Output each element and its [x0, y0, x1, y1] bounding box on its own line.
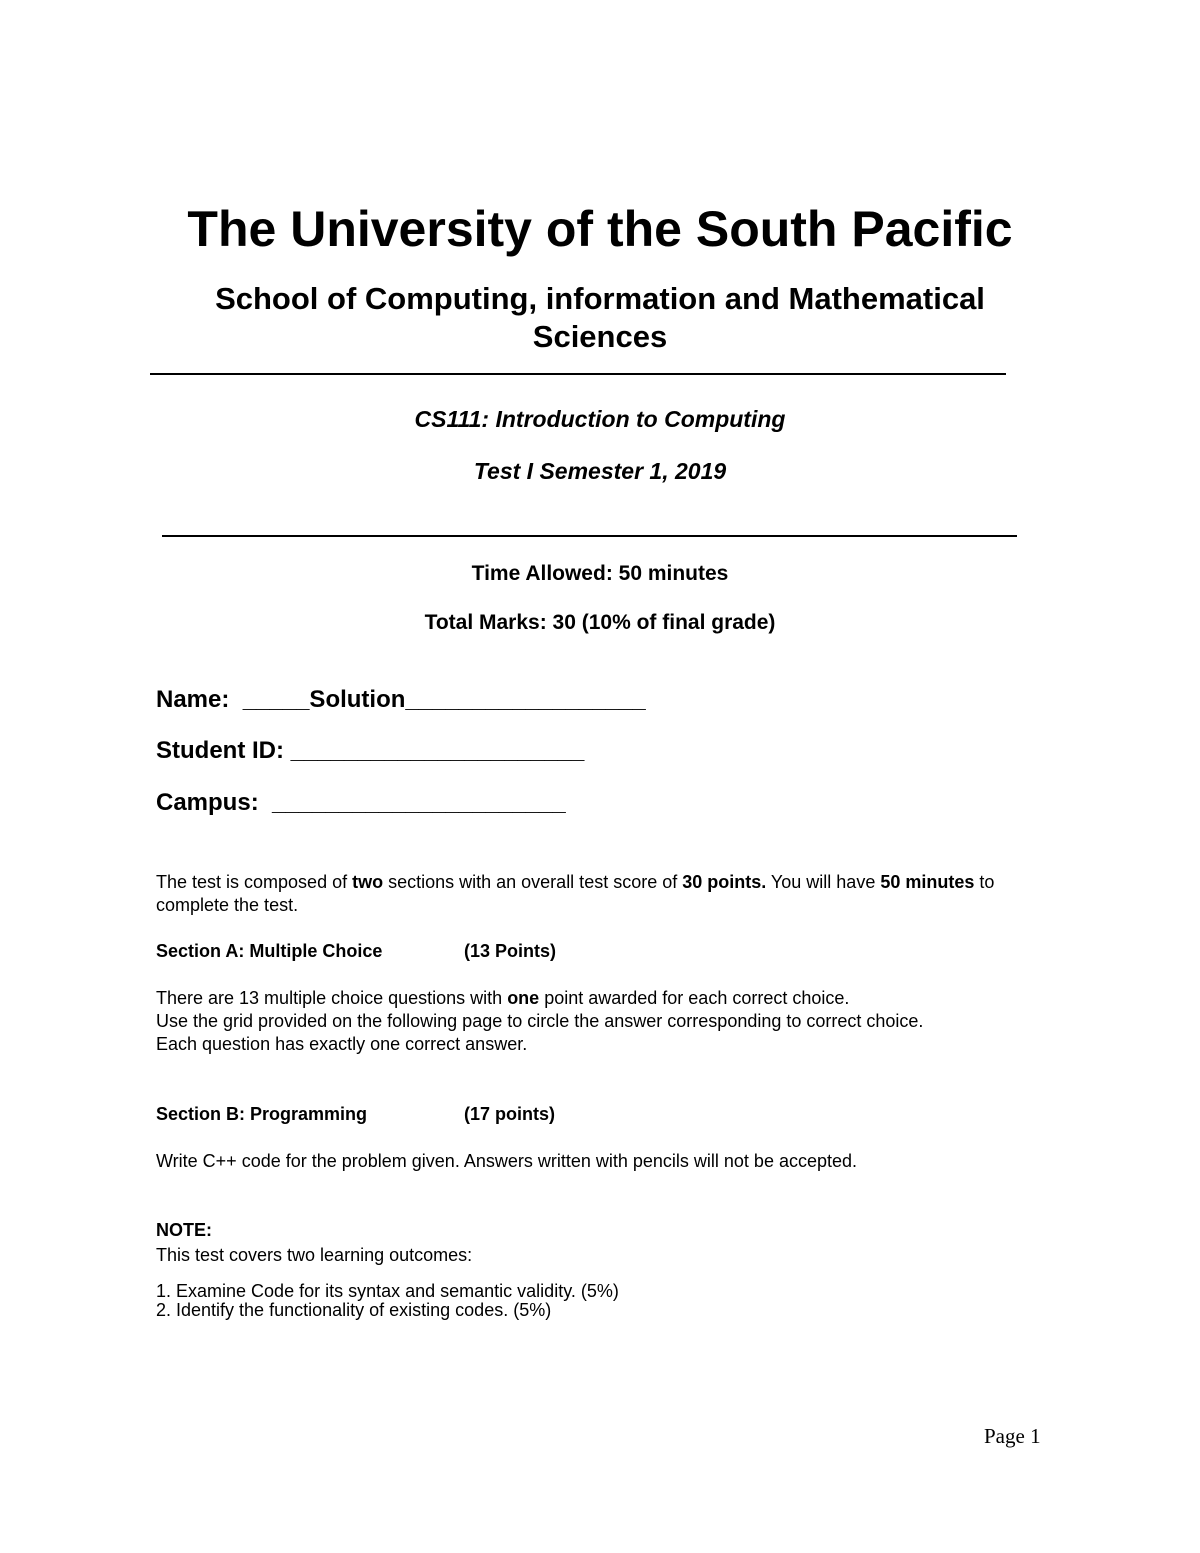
name-field: Name: _____Solution__________________ — [156, 686, 646, 713]
test-title: Test I Semester 1, 2019 — [473, 458, 727, 484]
intro-text-1: The test is composed of — [156, 872, 353, 892]
section-a-title: Section A: Multiple Choice — [156, 941, 383, 961]
intro-text-4: to complete the test. — [156, 872, 995, 915]
intro-text-2: sections with an overall test score of — [383, 872, 683, 892]
school-name-line-2: Sciences — [532, 319, 668, 354]
note-outcome-2: 2. Identify the functionality of existing codes. (5%) — [156, 1300, 552, 1320]
note-title: NOTE: — [156, 1220, 212, 1240]
section-a-heading — [156, 941, 557, 962]
section-b-text: Write C++ code for the problem given. Answers written with pencils will not be accepted. — [156, 1151, 858, 1171]
intro-bold-minutes: 50 minutes — [880, 872, 975, 892]
time-allowed: Time Allowed: 50 minutes — [471, 562, 729, 585]
section-b-title: Section B: Programming — [156, 1104, 368, 1124]
campus-field: Campus: ______________________ — [156, 789, 566, 816]
section-b-points: (17 points) — [464, 1104, 556, 1124]
note-outcome-1: 1. Examine Code for its syntax and semantic validity. (5%) — [156, 1281, 619, 1301]
note-outcomes-list — [156, 1282, 1056, 1320]
intro-text-3: You will have — [766, 872, 881, 892]
header-divider-bottom — [162, 535, 1017, 537]
intro-paragraph — [156, 871, 1056, 917]
school-name — [0, 280, 1200, 356]
section-a-line-1-post: point awarded for each correct choice. — [539, 988, 850, 1008]
course-title: CS111: Introduction to Computing — [414, 406, 786, 432]
total-marks: Total Marks: 30 (10% of final grade) — [424, 611, 776, 634]
section-a-line-1-pre: There are 13 multiple choice questions with — [156, 988, 508, 1008]
student-id-field: Student ID: ______________________ — [156, 737, 585, 764]
section-a-bold-one: one — [507, 988, 540, 1008]
university-title: The University of the South Pacific — [187, 201, 1013, 257]
note-intro: This test covers two learning outcomes: — [156, 1245, 473, 1265]
school-name-line-1: School of Computing, information and Mathematical — [215, 281, 985, 316]
section-a-points: (13 Points) — [464, 941, 557, 961]
page-number: Page 1 — [984, 1424, 1041, 1448]
intro-bold-points: 30 points. — [682, 872, 767, 892]
header-divider-top — [150, 373, 1006, 375]
section-a-text — [156, 987, 1056, 1056]
intro-bold-two: two — [352, 872, 384, 892]
section-a-line-1 — [156, 987, 1056, 1010]
section-a-line-2: Use the grid provided on the following page to circle the answer corresponding to correct choice. — [156, 1011, 924, 1031]
section-a-line-3: Each question has exactly one correct answer. — [156, 1034, 528, 1054]
section-b-heading — [156, 1104, 556, 1125]
